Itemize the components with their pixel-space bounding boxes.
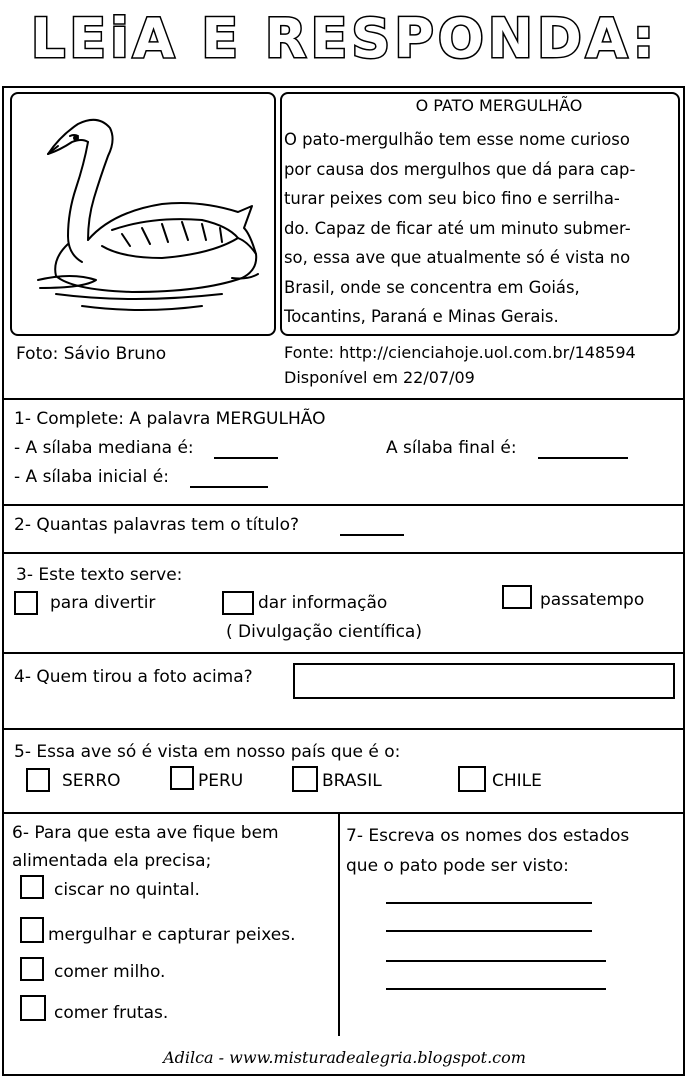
q1-initial-blank[interactable] xyxy=(190,484,268,488)
q3-checkbox-divertir[interactable] xyxy=(14,591,38,615)
q3-option-label: dar informação xyxy=(258,593,388,613)
divider xyxy=(2,398,685,400)
footer-credit: Adilca - www.misturadealegria.blogspot.com xyxy=(163,1048,526,1067)
article-body xyxy=(284,125,678,332)
q5-option-label: PERU xyxy=(198,771,244,791)
q1-prompt: 1- Complete: A palavra MERGULHÃO xyxy=(14,409,326,429)
q6-prompt-cont: alimentada ela precisa; xyxy=(12,851,212,871)
q4-prompt: 4- Quem tirou a foto acima? xyxy=(14,667,253,687)
q5-checkbox-chile[interactable] xyxy=(458,766,486,792)
q1-final-blank[interactable] xyxy=(538,455,628,459)
q6-option-label: ciscar no quintal. xyxy=(54,880,200,900)
article-line: Tocantins, Paraná e Minas Gerais. xyxy=(284,307,559,326)
q5-checkbox-serro[interactable] xyxy=(26,768,50,792)
q2-prompt: 2- Quantas palavras tem o título? xyxy=(14,515,299,535)
q6-option-label: mergulhar e capturar peixes. xyxy=(48,925,296,945)
q1-middle-blank[interactable] xyxy=(214,455,278,459)
q5-option-label: CHILE xyxy=(492,771,542,791)
article-line: do. Capaz de ficar até um minuto submer- xyxy=(284,218,631,238)
q6-checkbox-milho[interactable] xyxy=(20,957,44,981)
q1-final-label: A sílaba final é: xyxy=(386,438,517,458)
q5-checkbox-brasil[interactable] xyxy=(292,766,318,792)
divider xyxy=(2,552,685,554)
divider xyxy=(2,728,685,730)
q4-answer-box[interactable] xyxy=(293,663,675,699)
divider xyxy=(2,652,685,654)
q2-blank[interactable] xyxy=(340,532,404,536)
q6-checkbox-ciscar[interactable] xyxy=(20,875,44,899)
q5-option-label: SERRO xyxy=(62,771,121,791)
q5-option-label: BRASIL xyxy=(322,771,382,791)
q3-prompt: 3- Este texto serve: xyxy=(16,565,183,585)
q1-initial-label: - A sílaba inicial é: xyxy=(14,467,169,487)
q7-answer-line[interactable] xyxy=(386,988,606,990)
q3-checkbox-informacao[interactable] xyxy=(222,591,254,615)
photo-box xyxy=(10,92,276,336)
q7-answer-line[interactable] xyxy=(386,902,592,904)
source-link[interactable]: Fonte: http://cienciahoje.uol.com.br/148594 xyxy=(284,343,636,362)
q6-option-label: comer frutas. xyxy=(54,1003,169,1023)
article-line: Brasil, onde se concentra em Goiás, xyxy=(284,277,580,297)
q7-prompt-cont: que o pato pode ser visto: xyxy=(346,856,569,876)
q3-option-label: passatempo xyxy=(540,590,645,610)
page-title: LEiA E RESPONDA: xyxy=(30,7,659,70)
swan-icon xyxy=(12,94,274,334)
q6-checkbox-frutas[interactable] xyxy=(20,995,46,1021)
article-line: so, essa ave que atualmente só é vista no xyxy=(284,248,631,267)
divider xyxy=(2,812,685,814)
q7-answer-line[interactable] xyxy=(386,960,606,962)
q5-prompt: 5- Essa ave só é vista em nosso país que é o: xyxy=(14,742,401,762)
q6-checkbox-mergulhar[interactable] xyxy=(20,917,44,943)
divider xyxy=(2,504,685,506)
article-line: O pato-mergulhão tem esse nome curioso xyxy=(284,130,630,149)
q6-prompt: 6- Para que esta ave fique bem xyxy=(12,823,279,843)
q3-checkbox-passatempo[interactable] xyxy=(502,585,532,609)
column-divider xyxy=(338,812,340,1036)
q7-prompt: 7- Escreva os nomes dos estados xyxy=(346,826,630,846)
q3-note: ( Divulgação científica) xyxy=(226,622,422,642)
q6-option-label: comer milho. xyxy=(54,962,166,982)
photo-credit: Foto: Sávio Bruno xyxy=(16,344,167,364)
q7-answer-line[interactable] xyxy=(386,930,592,932)
q3-option-label: para divertir xyxy=(50,593,156,613)
article-line: por causa dos mergulhos que dá para cap- xyxy=(284,159,636,179)
article-title: O PATO MERGULHÃO xyxy=(415,96,583,115)
article-line: turar peixes com seu bico fino e serrilha- xyxy=(284,189,620,208)
available-date: Disponível em 22/07/09 xyxy=(284,368,475,387)
q5-checkbox-peru[interactable] xyxy=(170,766,194,790)
q1-middle-label: - A sílaba mediana é: xyxy=(14,438,194,458)
